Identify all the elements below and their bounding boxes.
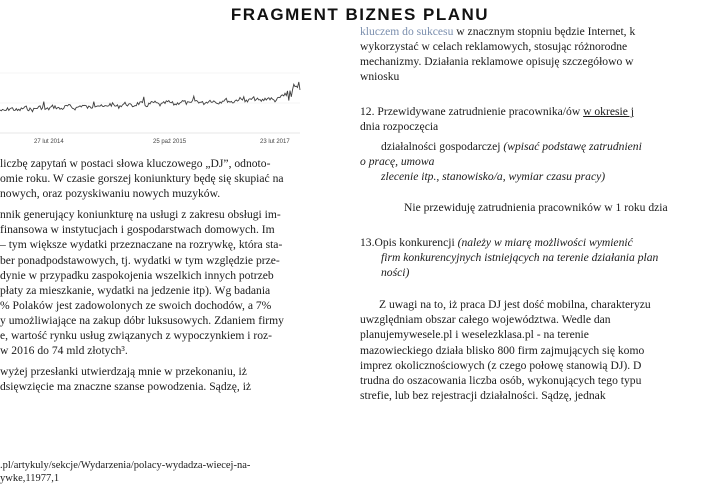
highlighted-phrase: kluczem do sukcesu [360,25,454,38]
text-fragment: 13.Opis konkurencji [360,235,458,249]
instruction-note: (wpisać podstawę zatrudnieni [503,139,642,153]
text-line: uwzględniam obszar całego województwa. Wedle dan [360,313,611,327]
text-line [360,139,720,154]
text-line: nowych, oraz pozyskiwaniu nowych muzyków. [0,187,221,201]
section-13-heading [360,235,720,250]
section-12-employment [360,104,720,215]
instruction-note: (należy w miarę możliwości wymienić [457,235,633,249]
text-line: Z uwagi na to, iż praca DJ jest dość mobilna, charakteryzu [379,298,651,312]
text-line [360,24,720,39]
section-12-heading [360,104,720,119]
instruction-note: firm konkurencyjnych istniejących na terenie działania plan [381,251,659,265]
left-column [0,0,348,500]
text-line: liczbę zapytań w postaci słowa kluczowego „DJ”, odnoto- [0,157,271,170]
text-line: ber ponadpodstawowych, tj. wydatki w tym względzie prze- [0,253,280,267]
section-12-answer: Nie przewiduję zatrudnienia pracowników w 1 roku dzia [404,200,668,214]
text-line: wniosku [360,70,400,84]
text-line: mazowieckiego działa blisko 800 firm zajmujących się komo [360,343,645,357]
instruction-note: ności) [381,266,410,280]
text-line: płaty za mieszkanie, wydatki na jedzenie itp). Wg badania [0,283,271,297]
text-line: e, wartość rynku usług związanych z wypoczynkiem i roz- [0,329,273,343]
text-line: mechanizmy. Działania reklamowe opisuję szczegółowo w [360,55,634,69]
chart-tick-label: 23 lut 2017 [260,139,290,145]
text-line: wyżej przesłanki utwierdzają mnie w przekonaniu, iż [0,365,247,379]
left-body-text [0,156,338,394]
text-line: finansowa w instytucjach i gospodarstwach domowych. Im [0,223,275,237]
text-line: y umożliwiające na zakup dóbr luksusowych. Zdaniem firmy [0,313,284,327]
trend-chart-svg [0,26,340,151]
footnote-line: .pl/artykuly/sekcje/Wydarzenia/polacy-wydadza-wiecej-na- [0,460,251,471]
chart-tick-label: 25 paź 2015 [153,139,187,145]
footnote [0,459,338,485]
paragraph-competition-analysis [360,297,720,403]
text-line: w 2016 do 74 mld złotych³. [0,344,128,358]
text-line: imprez okolicznościowych (z czego połowę stanowią DJ). D [360,358,642,372]
page-banner-title: FRAGMENT BIZNES PLANU [230,5,490,24]
instruction-note: zlecenie itp., stanowisko/a, wymiar czasu pracy) [381,169,606,183]
footnote-line: ywke,11977,1 [0,473,60,484]
text-line: dnia rozpoczęcia [360,120,439,134]
text-line: dsięwzięcie ma znaczne szanse powodzenia. Sądzę, iż [0,380,252,394]
right-column [360,24,720,500]
section-13-competition [360,235,720,280]
text-line: wykorzystać w celach reklamowych, stosując różnorodne [360,40,628,54]
text-line: strefie, lub bez rejestracji działalności. Sądzę, jednak [360,388,606,402]
text-line: – tym większe wydatki przeznaczane na rozrywkę, która sta- [0,238,283,252]
text-fragment: 12. Przewidywane zatrudnienie pracownika/ów [360,105,584,119]
text-line: % Polaków jest zadowolonych ze swoich dochodów, a 7% [0,298,272,312]
paragraph-market-factors [0,207,338,358]
chart-tick-label: 27 lut 2014 [34,139,64,145]
text-line: nnik generujący koniunkturę na usługi z zakresu obsługi im- [0,208,281,222]
paragraph-search-trend [0,156,338,201]
text-line: dynie w przypadku zaspokojenia wszelkich innych potrzeb [0,268,274,282]
text-fragment: działalności gospodarczej [381,139,504,153]
paragraph-conclusion [0,364,338,394]
instruction-note: o pracę, umowa [360,154,435,168]
trend-series-line [0,82,300,112]
text-line: omie roku. W czasie gorszej koniunktury będę się skupiać na [0,172,284,186]
text-line: planujemywesele.pl i weselezklasa.pl - na terenie [360,328,589,342]
underlined-phrase: w okresie j [583,105,634,119]
trend-chart [0,26,340,151]
text-line: trudna do oszacowania liczba osób, wykonujących tego typu [360,373,642,387]
paragraph-internet-marketing [360,24,720,84]
text-fragment: w znacznym stopniu będzie Internet, k [453,25,636,38]
